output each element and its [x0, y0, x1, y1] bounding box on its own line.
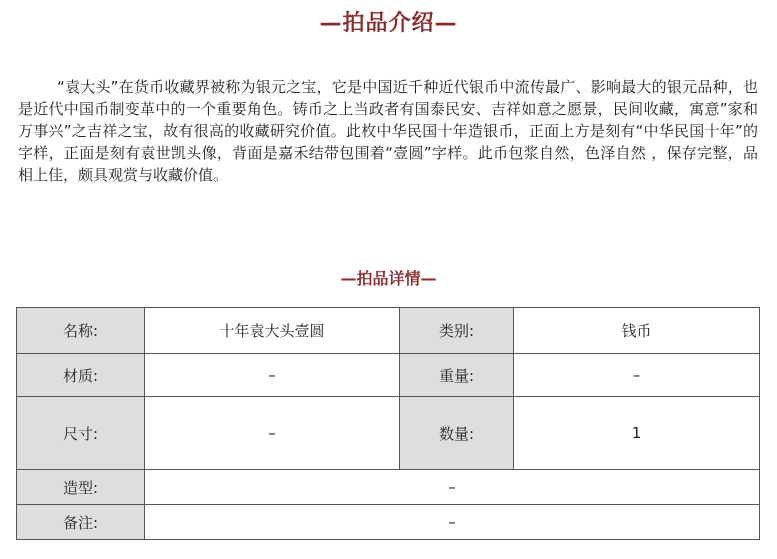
table-row	[17, 354, 760, 397]
details-section-title: —拍品详情—	[340, 269, 437, 288]
category-value: 钱币	[514, 308, 760, 354]
quantity-value: 1	[514, 397, 760, 470]
intro-paragraph: “袁大头”在货币收藏界被称为银元之宝，它是中国近千种近代银币中流传最广、影响最大的银元品种，也是近代中国币制变革中的一个重要角色。铸币之上当政者有国泰民安、吉祥如意之愿景，民间收藏，寓意”家和万事兴”之吉祥之宝，故有很高的收藏研究价值。此枚中华民国十年造银币，正面上方是刻有“中华民国十年”的字样，正面是刻有袁世凯头像，背面是嘉禾结带包围着“壹圆”字样。此币包浆自然，色泽自然 ，保存完整，品相上佳，颇具观赏与收藏价值。	[18, 78, 758, 184]
table-row	[17, 308, 760, 354]
remarks-value: –	[145, 505, 760, 540]
details-table	[16, 307, 760, 540]
weight-label: 重量:	[400, 354, 514, 397]
table-row	[17, 470, 760, 505]
name-value: 十年袁大头壹圆	[145, 308, 400, 354]
intro-section-title: —拍品介绍—	[319, 11, 458, 36]
size-value: –	[145, 397, 400, 470]
quantity-label: 数量:	[400, 397, 514, 470]
table-row	[17, 505, 760, 540]
remarks-label: 备注:	[17, 505, 145, 540]
material-label: 材质:	[17, 354, 145, 397]
material-value: –	[145, 354, 400, 397]
name-label: 名称:	[17, 308, 145, 354]
shape-label: 造型:	[17, 470, 145, 505]
category-label: 类别:	[400, 308, 514, 354]
size-label: 尺寸:	[17, 397, 145, 470]
shape-value: –	[145, 470, 760, 505]
weight-value: –	[514, 354, 760, 397]
table-row	[17, 397, 760, 470]
